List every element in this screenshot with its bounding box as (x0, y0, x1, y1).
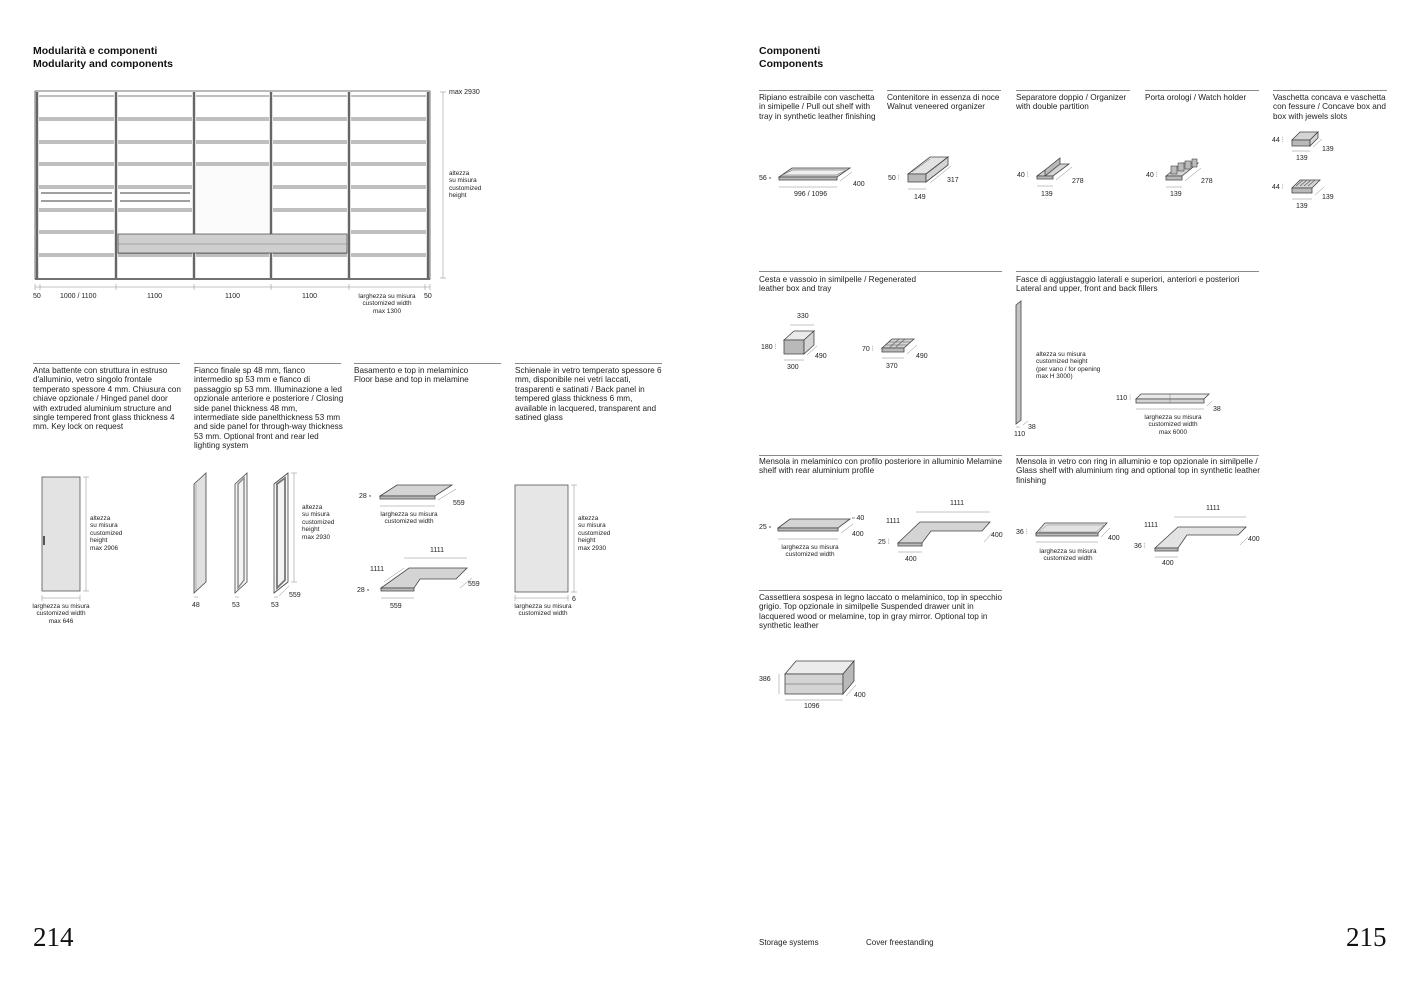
walnut-dim-depth: 317 (947, 177, 959, 184)
divider (1016, 271, 1259, 272)
back-panel-height-note: altezza su misura customized height max 2930 (578, 515, 611, 552)
side-panel-dim-53b: 53 (271, 602, 279, 609)
drawer-dim-depth: 400 (854, 692, 866, 699)
base-corner-dim-bottom: 559 (390, 603, 402, 610)
melamine-corner-dim-depth: 400 (991, 532, 1003, 539)
elevation-height-note: altezza su misura customized height (449, 170, 482, 200)
glass-corner-dim-top: 1111 (1206, 505, 1221, 512)
glass-corner-dim-side: 1111 (1144, 522, 1159, 529)
elevation-custom-width: larghezza su misura customized width max 1300 (358, 293, 416, 315)
door-width-note: larghezza su misura customized width max 646 (32, 603, 90, 625)
footer-product: Cover freestanding (866, 938, 934, 947)
walnut-dim-height: 50 ⫶ (888, 175, 900, 182)
filler-horizontal-height: 110 ⫶ (1116, 395, 1131, 402)
divider (515, 363, 662, 364)
divider (759, 590, 1002, 591)
filler-horizontal-depth: 38 (1213, 406, 1221, 413)
leather-box-dim-length: 300 (787, 364, 799, 371)
glass-width-note: larghezza su misura customized width (1039, 548, 1097, 563)
melamine-width-note: larghezza su misura customized width (781, 544, 839, 559)
elevation-width-1: 1000 / 1100 (60, 293, 97, 300)
left-title-en: Modularity and components (33, 58, 174, 70)
watch-dim-width: 139 (1170, 191, 1182, 198)
component-desc-base-top: Basamento e top in melaminico Floor base and top in melamine (354, 366, 469, 385)
base-corner-depth: 28 ▫ (357, 587, 370, 594)
item-label-fillers: Fasce di aggiustaggio laterali e superiori, anteriori e posteriori Lateral and upper, front and back fillers (1016, 275, 1240, 294)
tray-dim-depth: 490 (916, 353, 928, 360)
divider (1273, 90, 1387, 91)
leather-box-dim-depth: 490 (815, 353, 827, 360)
leather-box-dim-height: 180 ⫶ (761, 344, 777, 351)
melamine-corner-dim-top: 1111 (950, 500, 965, 507)
item-label-melamine-shelf: Mensola in melaminico con profilo posteriore in alluminio Melamine shelf with rear aluminium profile (759, 457, 1003, 476)
divider (887, 90, 1001, 91)
drawer-unit-drawing (0, 0, 1, 1)
pullout-dim-width: 996 / 1096 (794, 191, 828, 198)
pullout-dim-depth: 400 (853, 181, 865, 188)
base-straight-length: 559 (453, 500, 465, 507)
right-title (759, 45, 823, 71)
item-label-watch-holder: Porta orologi / Watch holder (1145, 93, 1247, 102)
watch-dim-height: 40 ⫶ (1146, 172, 1158, 179)
right-title-it: Componenti (759, 45, 821, 57)
page-number-right: 215 (1346, 922, 1387, 952)
elevation-width-2: 1100 (147, 293, 163, 300)
melamine-corner-dim-side: 1111 (886, 518, 901, 525)
divider (759, 271, 1002, 272)
jewels-dim-height: 44 ⫶ (1272, 184, 1284, 191)
elevation-width-5: 50 (424, 293, 432, 300)
left-title-it: Modularità e componenti (33, 45, 158, 57)
melamine-dim-profile: ▫ 40 (852, 515, 865, 522)
glass-dim-height: 36 ⫶ (1016, 529, 1028, 536)
base-corner-dim-right: 559 (468, 581, 480, 588)
partition-dim-width: 139 (1041, 191, 1053, 198)
item-label-double-partition: Separatore doppio / Organizer with double partition (1016, 93, 1127, 112)
page-number-left: 214 (33, 922, 74, 952)
item-label-pullout-shelf: Ripiano estraibile con vaschetta in simipelle / Pull out shelf with tray in synthetic leather finishing (759, 93, 876, 121)
divider (1145, 90, 1259, 91)
tray-dim-length: 370 (886, 363, 898, 370)
side-panel-dim-48: 48 (192, 602, 200, 609)
partition-dim-depth: 278 (1072, 178, 1084, 185)
partition-dim-height: 40 ⫶ (1017, 172, 1029, 179)
filler-vertical-width: 110 (1014, 431, 1026, 438)
melamine-dim-depth: 400 (852, 531, 864, 538)
side-panel-dim-53a: 53 (232, 602, 240, 609)
divider (194, 363, 341, 364)
glass-corner-dim-height: 36 ⫶ (1134, 543, 1146, 550)
drawer-dim-height: 386 (759, 676, 771, 683)
divider (1016, 90, 1130, 91)
filler-width-note: larghezza su misura customized width max 6000 (1144, 414, 1202, 436)
base-straight-depth: 28 ▫ (359, 493, 372, 500)
divider (759, 90, 873, 91)
component-desc-door: Anta battente con struttura in estruso d'alluminio, vetro singolo frontale temperato spessore 4 mm. Chiusura con chiave opzionale / Hinged panel door with extruded aluminium structure and single tempered front glass thickness 4 mm. Key lock on request (33, 366, 181, 432)
right-title-en: Components (759, 58, 824, 70)
jewels-dim-width: 139 (1296, 203, 1308, 210)
back-panel-depth: 6 (572, 596, 576, 603)
glass-corner-dim-bottom: 400 (1162, 560, 1174, 567)
divider (33, 363, 180, 364)
footer-section: Storage systems (759, 938, 819, 947)
melamine-corner-dim-bottom: 400 (905, 556, 917, 563)
base-corner-dim-top: 1111 (430, 547, 445, 554)
filler-vertical-depth: 38 (1028, 424, 1036, 431)
item-label-glass-shelf: Mensola in vetro con ring in alluminio e top opzionale in similpelle / Glass shelf with aluminium ring and optional top in synthetic leather finishing (1016, 457, 1260, 485)
glass-dim-depth: 400 (1108, 535, 1120, 542)
base-width-note: larghezza su misura customized width (380, 511, 438, 526)
leather-box-dim-width: 330 (797, 313, 809, 320)
back-panel-width-note: larghezza su misura customized width (514, 603, 572, 618)
item-label-concave-box: Vaschetta concava e vaschetta con fessure / Concave box and box with jewels slots (1273, 93, 1386, 121)
concave-dim-depth: 139 (1322, 146, 1334, 153)
item-label-leather-box: Cesta e vassoio in similpelle / Regenerated leather box and tray (759, 275, 917, 294)
elevation-width-3: 1100 (225, 293, 241, 300)
component-desc-back-panel: Schienale in vetro temperato spessore 6 mm, disponibile nei vetri laccati, trasparenti e satinati / Back panel in tempered glass thickness 6 mm, available in lacquered, transparent and satined glass (515, 366, 662, 423)
door-height-note: altezza su misura customized height max 2906 (90, 515, 123, 552)
divider (354, 363, 501, 364)
melamine-corner-dim-height: 25 ⫶ (878, 539, 890, 546)
side-panel-height-note: altezza su misura customized height max 2930 (302, 504, 335, 541)
item-label-drawer-unit: Cassettiera sospesa in legno laccato o melaminico, top in specchio grigio. Top opzionale in similpelle Suspended drawer unit in lacquered wood or melamine, top in gray mirror. Optional top in synthetic leather (759, 593, 1003, 631)
elevation-width-4: 1100 (302, 293, 318, 300)
component-desc-side-panel: Fianco finale sp 48 mm, fianco intermedio sp 53 mm e fianco di passaggio sp 53 mm. Illuminazione a led opzionale anteriore e posteriore / Closing side panel thickness 48 mm, intermediate side panelthickness 53 mm and side panel for through-way thickness 53 mm. Optional front and rear led lighting system (194, 366, 344, 451)
left-title (33, 45, 173, 71)
item-label-walnut-organizer: Contenitore in essenza di noce Walnut veneered organizer (887, 93, 1000, 112)
pullout-dim-height: 56 ▫ (759, 175, 772, 182)
concave-dim-width: 139 (1296, 155, 1308, 162)
walnut-dim-width: 149 (914, 194, 926, 201)
side-panel-dim-559: 559 (289, 592, 301, 599)
divider (1016, 455, 1259, 456)
melamine-dim-height: 25 ▫ (759, 524, 772, 531)
filler-height-note: altezza su misura customized height (per vano / for opening max H 3000) (1036, 351, 1101, 381)
divider (759, 455, 1002, 456)
concave-dim-height: 44 ⫶ (1272, 137, 1284, 144)
watch-dim-depth: 278 (1201, 178, 1213, 185)
tray-dim-height: 70 ⫶ (862, 346, 874, 353)
jewels-dim-depth: 139 (1322, 194, 1334, 201)
glass-corner-dim-depth: 400 (1248, 536, 1260, 543)
drawer-dim-width: 1096 (804, 703, 820, 710)
elevation-width-0: 50 (33, 293, 41, 300)
elevation-max-height: max 2930 (449, 89, 480, 96)
base-corner-dim-side: 1111 (370, 566, 385, 573)
